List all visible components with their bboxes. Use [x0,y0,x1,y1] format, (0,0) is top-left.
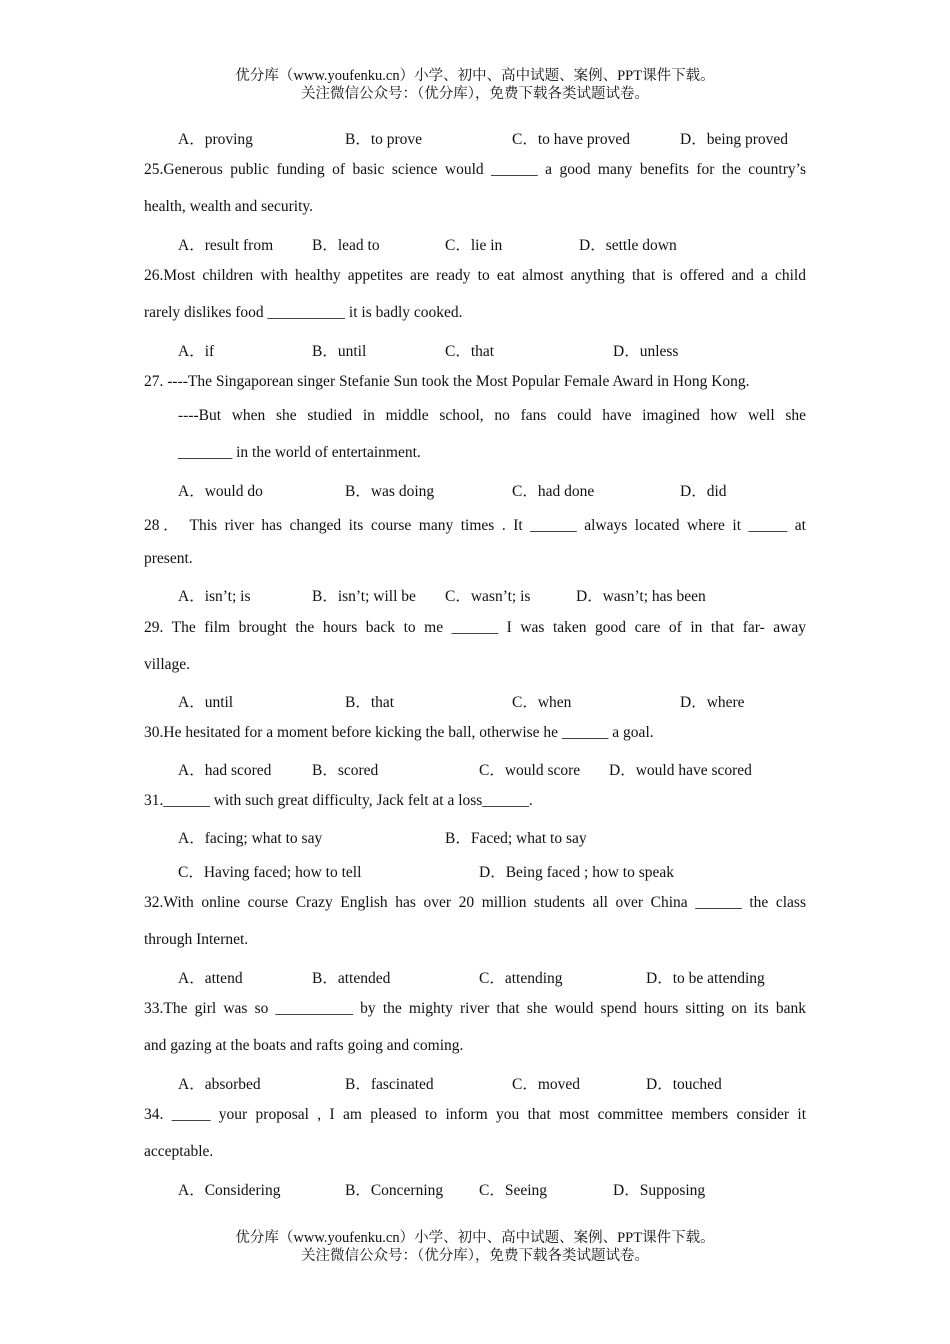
question-text: 27. ----The Singaporean singer Stefanie Sun took the Most Popular Female Award in Hong Kong. [144,373,750,390]
question-text: 34. _____ your proposal , I am pleased to inform you that most committee members consider it [144,1106,806,1123]
question-text: acceptable. [144,1143,214,1160]
option-c[interactable]: C．attending [479,970,563,987]
option-d[interactable]: D．unless [613,343,679,360]
option-b[interactable]: B．isn’t; will be [312,588,416,605]
question-text: _______ in the world of entertainment. [178,444,421,461]
option-d[interactable]: D．wasn’t; has been [576,588,706,605]
question-text: and gazing at the boats and rafts going and coming. [144,1037,464,1054]
option-d[interactable]: D．touched [646,1076,722,1093]
question-text: ----But when she studied in middle school, no fans could have imagined how well she [178,407,806,424]
option-d[interactable]: D．being proved [680,131,789,148]
option-c[interactable]: C．wasn’t; is [445,588,531,605]
option-a[interactable]: A．until [178,694,234,711]
option-a[interactable]: A．absorbed [178,1076,261,1093]
question-text: health, wealth and security. [144,198,314,215]
question-text: 32.With online course Crazy English has over 20 million students all over China ______ the class [144,894,806,911]
question-text: through Internet. [144,931,249,948]
footer-line-1: 优分库（www.youfenku.cn）小学、初中、高中试题、案例、PPT课件下载。 [235,1230,715,1246]
option-b[interactable]: B．was doing [345,483,435,500]
option-d[interactable]: D．to be attending [646,970,765,987]
option-a[interactable]: A．if [178,343,215,360]
option-d[interactable]: D．did [680,483,727,500]
question-text: 29. The film brought the hours back to me ______ I was taken good care of in that far- away [144,619,806,636]
option-b[interactable]: B．until [312,343,367,360]
option-d[interactable]: D．where [680,694,745,711]
option-a[interactable]: A．would do [178,483,263,500]
option-a[interactable]: A．facing; what to say [178,830,323,847]
question-text: 28． This river has changed its course many times . It ______ always located where it _____ at [144,517,806,534]
option-c[interactable]: C．Seeing [479,1182,548,1199]
question-text: present. [144,550,193,567]
option-a[interactable]: A．had scored [178,762,272,779]
option-c[interactable]: C．to have proved [512,131,630,148]
option-b[interactable]: B．to prove [345,131,423,148]
question-text: 33.The girl was so __________ by the mighty river that she would spend hours sitting on its bank [144,1000,806,1017]
option-a[interactable]: A．Considering [178,1182,281,1199]
option-b[interactable]: B．Concerning [345,1182,444,1199]
header-line-2: 关注微信公众号：（优分库），免费下载各类试题试卷。 [301,86,649,102]
option-c[interactable]: C．had done [512,483,595,500]
option-c[interactable]: C．would score [479,762,581,779]
question-text: 31.______ with such great difficulty, Jack felt at a loss______. [144,792,533,809]
question-text: 26.Most children with healthy appetites are ready to eat almost anything that is offered and a child [144,267,806,284]
question-text: 30.He hesitated for a moment before kicking the ball, otherwise he ______ a goal. [144,724,654,741]
option-a[interactable]: A．attend [178,970,243,987]
option-a[interactable]: A．proving [178,131,253,148]
option-b[interactable]: B．that [345,694,395,711]
option-b[interactable]: B．lead to [312,237,380,254]
option-c[interactable]: C．lie in [445,237,503,254]
option-d[interactable]: D．Supposing [613,1182,706,1199]
option-c[interactable]: C．that [445,343,495,360]
header-line-1: 优分库（www.youfenku.cn）小学、初中、高中试题、案例、PPT课件下载。 [235,68,715,84]
question-text: village. [144,656,191,673]
option-c[interactable]: C．moved [512,1076,581,1093]
footer-line-2: 关注微信公众号：（优分库），免费下载各类试题试卷。 [301,1248,649,1264]
option-b[interactable]: B．scored [312,762,379,779]
option-c[interactable]: C．when [512,694,572,711]
page-footer [0,1229,950,1265]
question-text: 25.Generous public funding of basic science would ______ a good many benefits for the country’s [144,161,806,178]
option-d[interactable]: D．settle down [579,237,677,254]
option-d[interactable]: D．would have scored [609,762,752,779]
option-b[interactable]: B．Faced; what to say [445,830,587,847]
option-b[interactable]: B．fascinated [345,1076,434,1093]
option-b[interactable]: B．attended [312,970,391,987]
page-header [0,67,950,103]
option-c[interactable]: C．Having faced; how to tell [178,864,362,881]
option-d[interactable]: D．Being faced ; how to speak [479,864,674,881]
question-text: rarely dislikes food __________ it is badly cooked. [144,304,463,321]
option-a[interactable]: A．result from [178,237,274,254]
option-a[interactable]: A．isn’t; is [178,588,251,605]
